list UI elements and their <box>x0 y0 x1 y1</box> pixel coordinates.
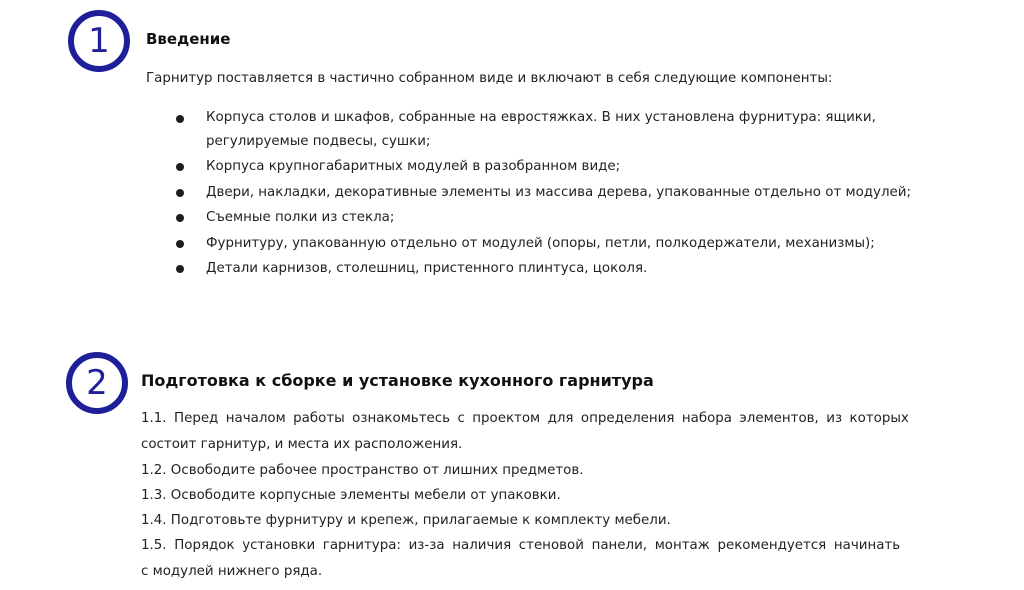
step-text: 1.3. Освободите корпусные элементы мебели от упаковки. <box>141 488 561 503</box>
list-item <box>176 154 996 180</box>
bullet-dot-icon <box>176 265 184 273</box>
section-2-heading: Подготовка к сборке и установке кухонного гарнитура <box>141 371 654 390</box>
section-1-number-badge: 1 <box>68 10 130 72</box>
bullet-dot-icon <box>176 189 184 197</box>
preparation-steps <box>141 406 961 585</box>
list-item <box>176 205 996 231</box>
step-text: 1.5. Порядок установки гарнитура: из-за наличия стеновой панели, монтаж рекомендуется начинать <box>141 538 901 553</box>
list-item <box>176 106 996 154</box>
step-item <box>141 508 961 533</box>
list-item-text: Двери, накладки, декоративные элементы из массива дерева, упакованные отдельно от модулей; <box>206 184 911 200</box>
list-item-text: Детали карнизов, столешниц, пристенного плинтуса, цоколя. <box>206 261 648 276</box>
step-text: 1.2. Освободите рабочее пространство от лишних предметов. <box>141 463 584 478</box>
list-item-text: Фурнитуру, упакованную отдельно от модулей (опоры, петли, полкодержатели, механизмы); <box>206 235 875 251</box>
bullet-dot-icon <box>176 163 184 171</box>
list-item <box>176 180 996 206</box>
list-item-text: Корпуса крупногабаритных модулей в разобранном виде; <box>206 159 621 174</box>
component-list <box>176 106 996 282</box>
step-text: состоит гарнитур, и места их расположения. <box>141 437 463 452</box>
step-text: 1.1. Перед началом работы ознакомьтесь с проектом для определения набора элементов, из которых <box>141 411 909 426</box>
step-text: с модулей нижнего ряда. <box>141 564 323 579</box>
step-item <box>141 533 961 585</box>
bullet-dot-icon <box>176 214 184 222</box>
bullet-dot-icon <box>176 115 184 123</box>
list-item-text: Корпуса столов и шкафов, собранные на евростяжках. В них установлена фурнитура: ящики, <box>206 110 876 125</box>
section-1-intro-text: Гарнитур поставляется в частично собранном виде и включают в себя следующие компоненты: <box>146 71 833 86</box>
step-item <box>141 406 961 458</box>
list-item-text: регулируемые подвесы, сушки; <box>206 134 431 149</box>
step-item <box>141 483 961 508</box>
section-1-heading: Введение <box>146 30 231 48</box>
list-item <box>176 256 996 282</box>
section-2-number-badge: 2 <box>66 352 128 414</box>
list-item-text: Съемные полки из стекла; <box>206 210 395 225</box>
step-text: 1.4. Подготовьте фурнитуру и крепеж, прилагаемые к комплекту мебели. <box>141 513 671 528</box>
list-item <box>176 231 996 257</box>
bullet-dot-icon <box>176 240 184 248</box>
step-item <box>141 458 961 483</box>
